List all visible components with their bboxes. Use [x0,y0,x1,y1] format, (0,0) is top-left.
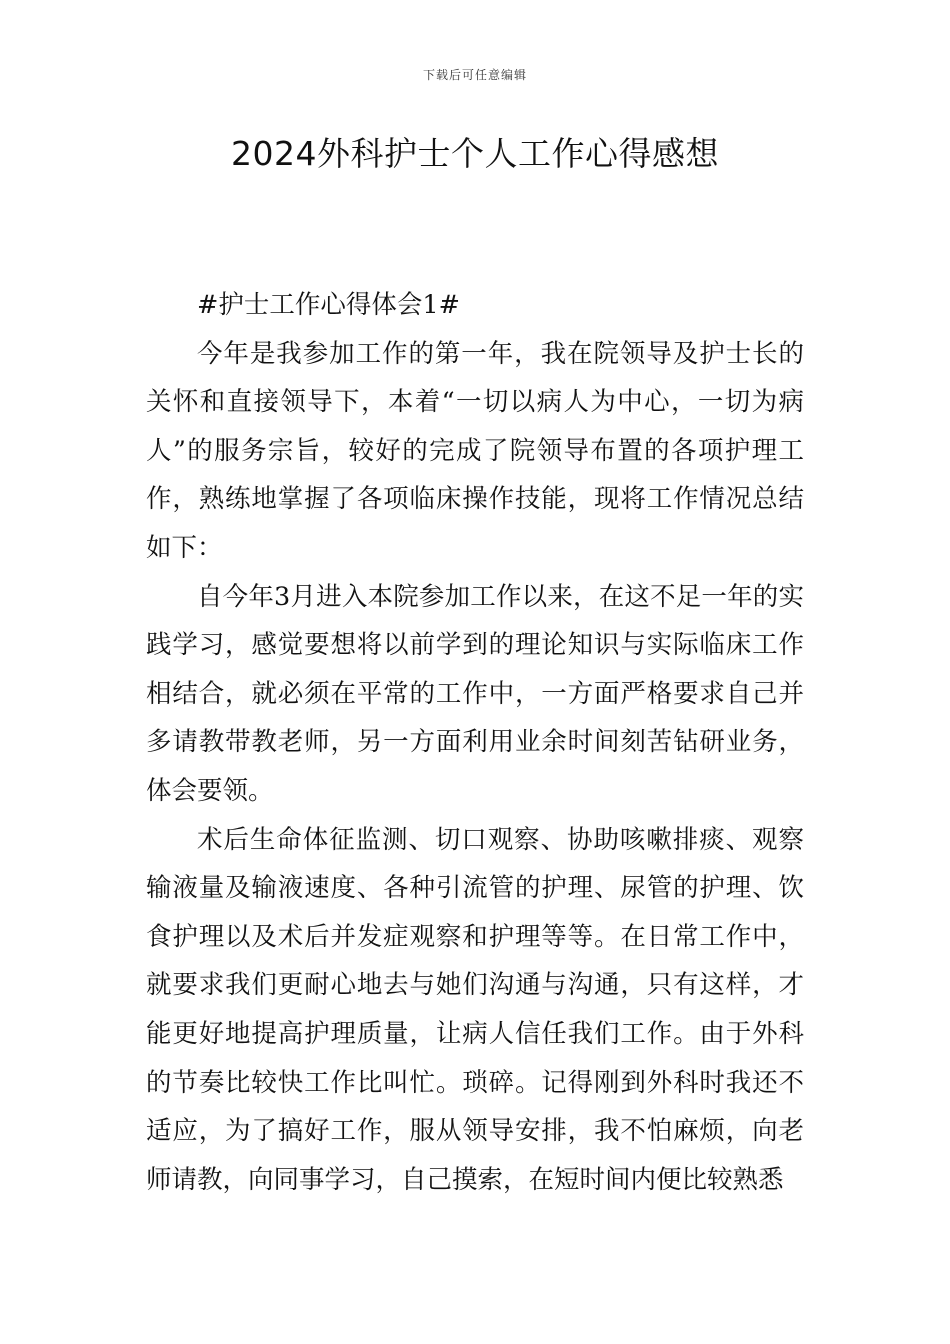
document-body [146,281,804,1204]
paragraph-3: 术后生命体征监测、切口观察、协助咳嗽排痰、观察输液量及输液速度、各种引流管的护理、尿管的护理、饮食护理以及术后并发症观察和护理等等。在日常工作中，就要求我们更耐心地去与她们沟通与沟通，只有这样，才能更好地提高护理质量，让病人信任我们工作。由于外科的节奏比较快工作比叫忙。琐碎。记得刚到外科时我还不适应，为了搞好工作，服从领导安排，我不怕麻烦，向老师请教，向同事学习，自己摸索，在短时间内便比较熟悉 [146,824,804,1195]
paragraph-2: 自今年3月进入本院参加工作以来，在这不足一年的实践学习，感觉要想将以前学到的理论知识与实际临床工作相结合，就必须在平常的工作中，一方面严格要求自己并多请教带教老师，另一方面利用业余时间刻苦钻研业务，体会要领。 [146,581,804,806]
document-title: 2024外科护士个人工作心得感想 [231,134,719,173]
section-heading: #护士工作心得体会1# [197,290,460,320]
paragraph-1: 今年是我参加工作的第一年，我在院领导及护士长的关怀和直接领导下，本着“一切以病人为中心，一切为病人”的服务宗旨，较好的完成了院领导布置的各项护理工作，熟练地掌握了各项临床操作技能，现将工作情况总结如下： [146,338,804,563]
header-note: 下载后可任意编辑 [422,68,527,82]
